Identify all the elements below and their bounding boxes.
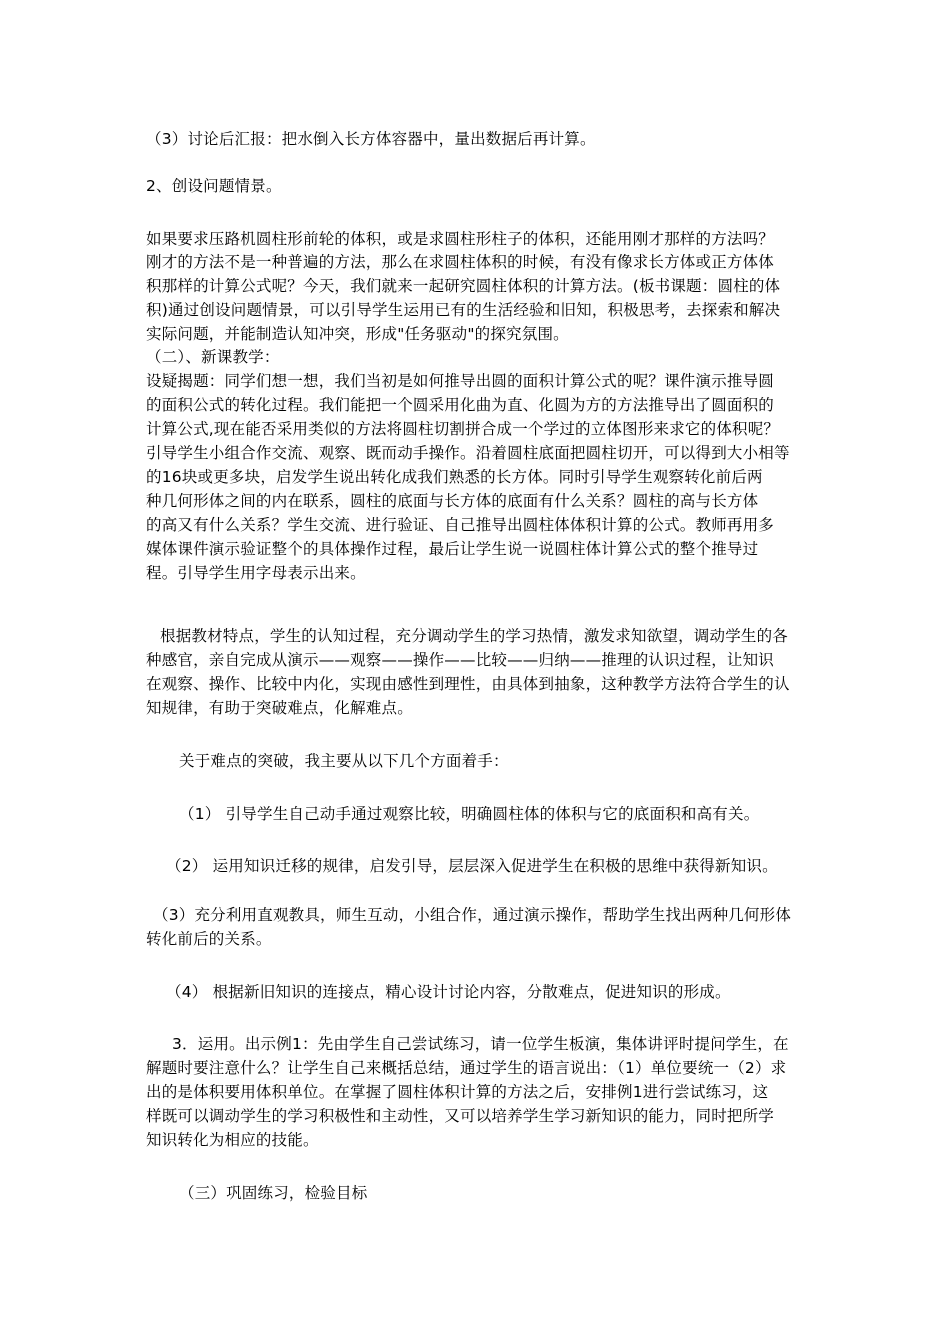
text-line: 样既可以调动学生的学习积极性和主动性，又可以培养学生学习新知识的能力，同时把所学 xyxy=(146,1107,775,1125)
text-line: 转化前后的关系。 xyxy=(146,930,272,948)
text-line: 根据教材特点，学生的认知过程，充分调动学生的学习热情，激发求知欲望，调动学生的各 xyxy=(160,627,789,645)
text-line: 知识转化为相应的技能。 xyxy=(146,1131,319,1149)
text-line: 引导学生小组合作交流、观察、既而动手操作。沿着圆柱底面把圆柱切开，可以得到大小相等 xyxy=(146,444,790,462)
text-line: 的16块或更多块，启发学生说出转化成我们熟悉的长方体。同时引导学生观察转化前后两 xyxy=(146,468,763,486)
text-line: 积)通过创设问题情景，可以引导学生运用已有的生活经验和旧知，积极思考，去探索和解决 xyxy=(146,301,781,319)
list-item: （4） 根据新旧知识的连接点，精心设计讨论内容，分散难点，促进知识的形成。 xyxy=(166,983,731,1001)
list-item: （2） 运用知识迁移的规律，启发引导，层层深入促进学生在积极的思维中获得新知识。 xyxy=(166,857,778,875)
text-line: 关于难点的突破，我主要从以下几个方面着手： xyxy=(179,752,509,770)
text-line: 2、创设问题情景。 xyxy=(146,177,282,195)
text-line: 解题时要注意什么？让学生自己来概括总结，通过学生的语言说出：（1）单位要统一（2）求 xyxy=(146,1059,787,1077)
text-line: 的高又有什么关系？学生交流、进行验证、自己推导出圆柱体体积计算的公式。教师再用多 xyxy=(146,516,775,534)
section-heading: （三）巩固练习，检验目标 xyxy=(179,1184,368,1202)
text-line: 如果要求压路机圆柱形前轮的体积，或是求圆柱形柱子的体积，还能用刚才那样的方法吗？ xyxy=(146,230,775,248)
list-item: （3）充分利用直观教具，师生互动，小组合作，通过演示操作，帮助学生找出两种几何形体 xyxy=(153,906,792,924)
text-line: 刚才的方法不是一种普遍的方法，那么在求圆柱体积的时候，有没有像求长方体或正方体体 xyxy=(146,253,775,271)
text-line: 设疑揭题：同学们想一想，我们当初是如何推导出圆的面积计算公式的呢？课件演示推导圆 xyxy=(146,372,775,390)
section-heading: （二）、新课教学： xyxy=(146,348,280,366)
text-line: 在观察、操作、比较中内化，实现由感性到理性，由具体到抽象，这种教学方法符合学生的认 xyxy=(146,675,790,693)
text-line: 的面积公式的转化过程。我们能把一个圆采用化曲为直、化圆为方的方法推导出了圆面积的 xyxy=(146,396,775,414)
text-line: 程。引导学生用字母表示出来。 xyxy=(146,564,366,582)
text-line: 实际问题，并能制造认知冲突，形成"任务驱动"的探究氛围。 xyxy=(146,325,569,343)
text-line: 积那样的计算公式呢？今天，我们就来一起研究圆柱体积的计算方法。(板书课题：圆柱的体 xyxy=(146,277,781,295)
text-line: 知规律，有助于突破难点，化解难点。 xyxy=(146,699,413,717)
text-line: （3）讨论后汇报：把水倒入长方体容器中，量出数据后再计算。 xyxy=(146,130,596,148)
text-line: 3．运用。出示例1：先由学生自己尝试练习，请一位学生板演，集体讲评时提问学生，在 xyxy=(172,1035,789,1053)
text-line: 种感官，亲自完成从演示——观察——操作——比较——归纳——推理的认识过程，让知识 xyxy=(146,651,775,669)
text-line: 计算公式,现在能否采用类似的方法将圆柱切割拼合成一个学过的立体图形来求它的体积呢？ xyxy=(146,420,780,438)
text-line: 出的是体积要用体积单位。在掌握了圆柱体积计算的方法之后，安排例1进行尝试练习，这 xyxy=(146,1083,769,1101)
list-item: （1） 引导学生自己动手通过观察比较，明确圆柱体的体积与它的底面积和高有关。 xyxy=(179,805,760,823)
text-line: 种几何形体之间的内在联系，圆柱的底面与长方体的底面有什么关系？圆柱的高与长方体 xyxy=(146,492,759,510)
text-line: 媒体课件演示验证整个的具体操作过程，最后让学生说一说圆柱体计算公式的整个推导过 xyxy=(146,540,759,558)
